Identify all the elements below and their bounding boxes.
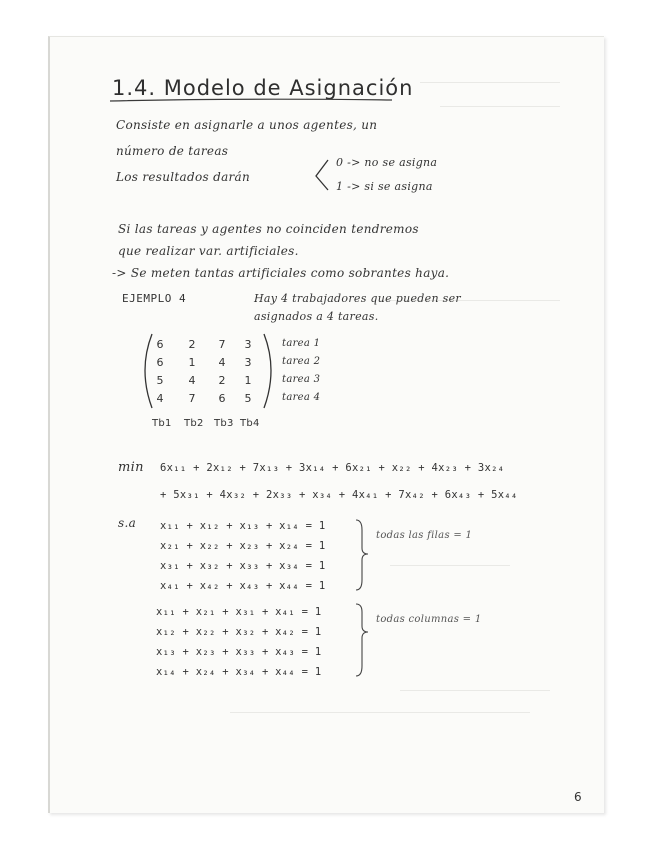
- example-text-1: Hay 4 trabajadores que pueden ser: [254, 292, 461, 305]
- matrix-cell: 5: [244, 392, 252, 405]
- note-line-1: Si las tareas y agentes no coinciden tendremos: [118, 222, 419, 236]
- intro-line-3: Los resultados darán: [116, 170, 251, 184]
- matrix-col-label: Tb1: [152, 418, 172, 429]
- matrix-cell: 6: [218, 392, 226, 405]
- objective-line-1: 6x₁₁ + 2x₁₂ + 7x₁₃ + 3x₁₄ + 6x₂₁ + x₂₂ + 4x₂₃ + 3x₂₄: [160, 462, 505, 474]
- matrix-col-label: Tb2: [184, 418, 204, 429]
- cols-note: todas columnas = 1: [376, 614, 482, 625]
- matrix-cell: 2: [188, 338, 196, 351]
- option-one: 1 -> si se asigna: [336, 180, 433, 193]
- option-zero: 0 -> no se asigna: [336, 156, 438, 169]
- page-number: 6: [574, 790, 582, 804]
- row-constraint: x₁₁ + x₁₂ + x₁₃ + x₁₄ = 1: [160, 520, 326, 532]
- example-label: EJEMPLO 4: [122, 292, 187, 305]
- matrix-cell: 1: [188, 356, 196, 369]
- matrix-cell: 1: [244, 374, 252, 387]
- col-constraint: x₁₃ + x₂₃ + x₃₃ + x₄₃ = 1: [156, 646, 322, 658]
- note-line-2: que realizar var. artificiales.: [118, 244, 299, 258]
- matrix-cell: 2: [218, 374, 226, 387]
- matrix-col-label: Tb3: [214, 418, 234, 429]
- note-line-3: -> Se meten tantas artificiales como sobrantes haya.: [112, 266, 450, 280]
- row-constraint: x₃₁ + x₃₂ + x₃₃ + x₃₄ = 1: [160, 560, 326, 572]
- matrix-row-label: tarea 4: [282, 392, 321, 403]
- intro-line-1: Consiste en asignarle a unos agentes, un: [116, 118, 378, 132]
- matrix-row-label: tarea 3: [282, 374, 321, 385]
- matrix-cell: 6: [156, 356, 164, 369]
- row-constraint: x₂₁ + x₂₂ + x₂₃ + x₂₄ = 1: [160, 540, 326, 552]
- col-constraint: x₁₂ + x₂₂ + x₃₂ + x₄₂ = 1: [156, 626, 322, 638]
- matrix-cell: 3: [244, 356, 252, 369]
- matrix-cell: 5: [156, 374, 164, 387]
- matrix-cell: 4: [188, 374, 196, 387]
- example-text-2: asignados a 4 tareas.: [254, 310, 379, 323]
- page-title: 1.4. Modelo de Asignación: [112, 76, 414, 100]
- intro-line-2: número de tareas: [116, 144, 229, 158]
- matrix-cell: 4: [156, 392, 164, 405]
- col-constraint: x₁₁ + x₂₁ + x₃₁ + x₄₁ = 1: [156, 606, 322, 618]
- objective-label: min: [118, 460, 144, 475]
- constraints-label: s.a: [118, 516, 137, 530]
- matrix-cell: 6: [156, 338, 164, 351]
- matrix-cell: 7: [188, 392, 196, 405]
- matrix-cell: 3: [244, 338, 252, 351]
- objective-line-2: + 5x₃₁ + 4x₃₂ + 2x₃₃ + x₃₄ + 4x₄₁ + 7x₄₂ + 6x₄₃ + 5x₄₄: [160, 489, 518, 501]
- matrix-cell: 7: [218, 338, 226, 351]
- matrix-col-label: Tb4: [240, 418, 260, 429]
- col-constraint: x₁₄ + x₂₄ + x₃₄ + x₄₄ = 1: [156, 666, 322, 678]
- matrix-row-label: tarea 1: [282, 338, 321, 349]
- matrix-cell: 4: [218, 356, 226, 369]
- matrix-row-label: tarea 2: [282, 356, 321, 367]
- rows-note: todas las filas = 1: [376, 530, 473, 541]
- row-constraint: x₄₁ + x₄₂ + x₄₃ + x₄₄ = 1: [160, 580, 326, 592]
